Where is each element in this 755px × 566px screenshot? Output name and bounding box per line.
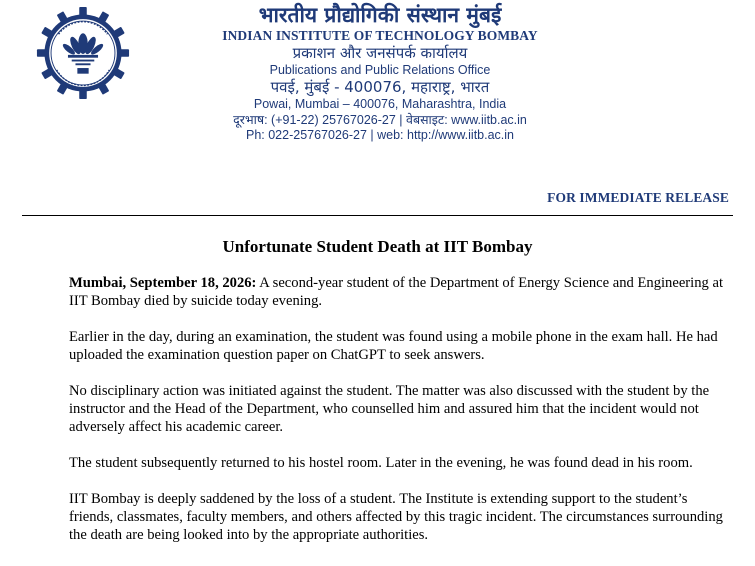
paragraph-5: IIT Bombay is deeply saddened by the loss of a student. The Institute is extending support to the student’s friends, classmates, faculty members, and others affected by this tragic incident. The circumstances surrounding the death are being looked into by the appropriate authorities. <box>69 491 723 543</box>
phone-hindi: : (+91-22) 25767026-27 | <box>264 113 406 127</box>
office-name-english: Publications and Public Relations Office <box>269 63 491 77</box>
dateline: Mumbai, September 18, 2026: <box>69 275 257 291</box>
address-hindi: पवई, मुंबई - 400076, महाराष्ट्र, भारत <box>270 78 490 96</box>
header-divider <box>22 215 733 216</box>
contact-english: Ph: 022-25767026-27 | web: http://www.iitb.ac.in <box>246 128 514 142</box>
paragraph-1 <box>69 274 729 310</box>
institute-name-hindi: भारतीय प्रौद्योगिकी संस्थान मुंबई <box>258 3 502 27</box>
page-title: Unfortunate Student Death at IIT Bombay <box>222 237 533 256</box>
paragraph-1-text: A second-year student of the Department of Energy Science and Engineering at IIT Bombay died by suicide today evening. <box>69 275 723 309</box>
press-release-body <box>69 274 729 562</box>
contact-hindi <box>170 112 590 128</box>
institute-name-english: INDIAN INSTITUTE OF TECHNOLOGY BOMBAY <box>222 28 538 43</box>
paragraph-2: Earlier in the day, during an examination, the student was found using a mobile phone in the exam hall. He had uploaded the examination question paper on ChatGPT to seek answers. <box>69 329 718 363</box>
release-label: FOR IMMEDIATE RELEASE <box>547 190 729 205</box>
phone-label-hindi: दूरभाष <box>233 112 265 127</box>
iitb-logo-icon <box>36 6 130 100</box>
address-english: Powai, Mumbai – 400076, Maharashtra, India <box>253 97 507 111</box>
web-label-hindi: वेबसाइट <box>406 112 445 127</box>
paragraph-4: The student subsequently returned to his hostel room. Later in the evening, he was found dead in his room. <box>69 455 693 471</box>
letterhead <box>170 2 590 143</box>
office-name-hindi: प्रकाशन और जनसंपर्क कार्यालय <box>292 44 468 62</box>
website-hindi: : www.iitb.ac.in <box>444 113 527 127</box>
paragraph-3: No disciplinary action was initiated against the student. The matter was also discussed with the student by the instructor and the Head of the Department, who counselled him and assured him that the incident would not adversely affect his academic career. <box>69 383 710 435</box>
